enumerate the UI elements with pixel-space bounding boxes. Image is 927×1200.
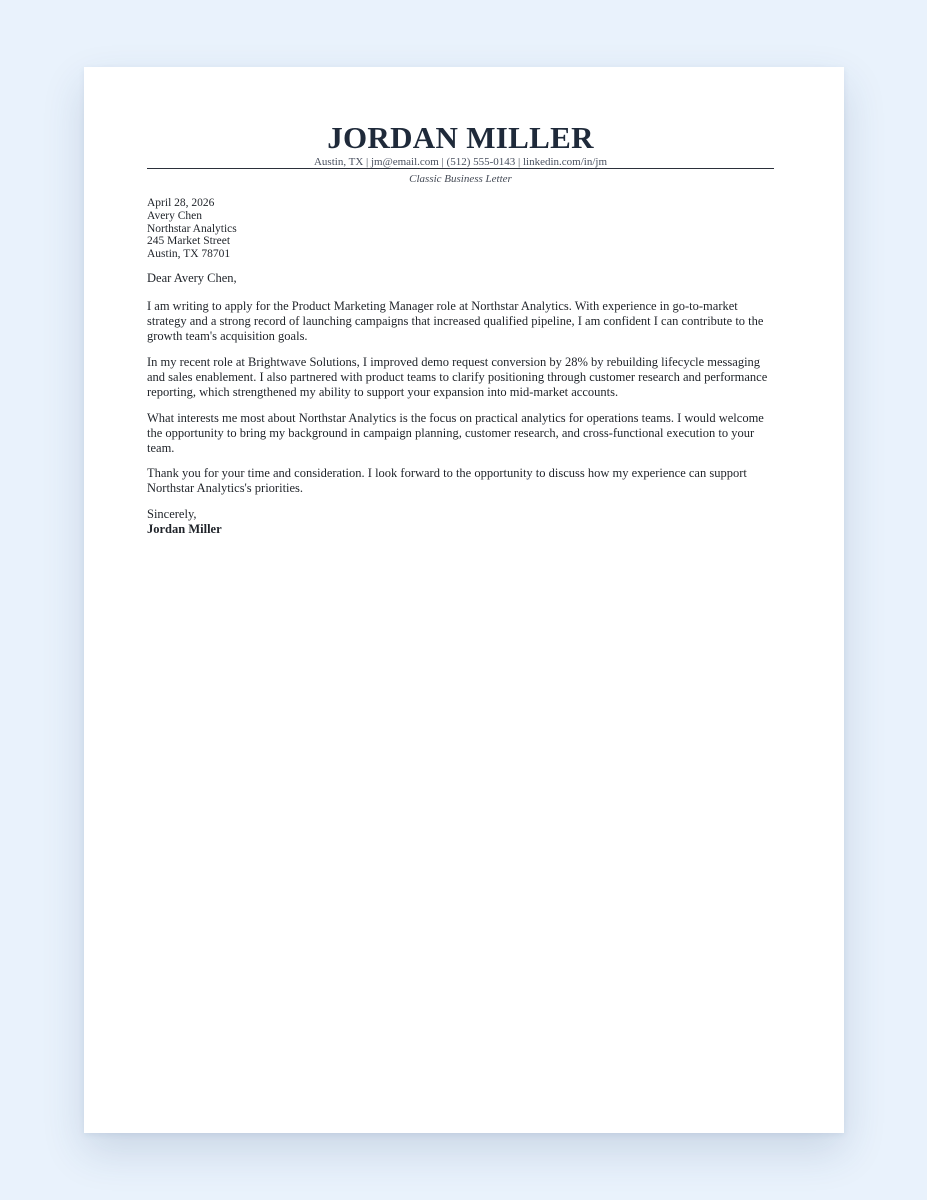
letter-date: April 28, 2026 bbox=[147, 197, 215, 209]
body-paragraph: Thank you for your time and consideration. I look forward to the opportunity to discuss how my experience can support Northstar Analytics's priorities. bbox=[147, 466, 747, 495]
letter-style-subtitle: Classic Business Letter bbox=[409, 173, 512, 185]
sender-name-heading: JORDAN MILLER bbox=[327, 120, 594, 155]
sender-contact-line: Austin, TX | jm@email.com | (512) 555-0143 | linkedin.com/in/jm bbox=[313, 156, 608, 168]
date-and-recipient-block bbox=[147, 197, 774, 261]
recipient-company: Northstar Analytics bbox=[147, 222, 237, 235]
recipient-name: Avery Chen bbox=[147, 209, 203, 222]
letter-page bbox=[84, 67, 844, 1133]
salutation: Dear Avery Chen, bbox=[147, 271, 237, 285]
header-divider bbox=[147, 168, 774, 169]
body-paragraph: I am writing to apply for the Product Marketing Manager role at Northstar Analytics. With experience in go-to-market strategy and a strong record of launching campaigns that increased qualified pipeline, I am confident I can contribute to the growth team's acquisition goals. bbox=[147, 299, 764, 343]
signature-name: Jordan Miller bbox=[147, 522, 222, 536]
body-paragraph: In my recent role at Brightwave Solutions, I improved demo request conversion by 28% by rebuilding lifecycle messaging and sales enablement. I also partnered with product teams to clarify positioning through customer research and performance reporting, which strengthened my ability to support your expansion into mid-market accounts. bbox=[147, 355, 768, 399]
body-paragraph: What interests me most about Northstar Analytics is the focus on practical analytics for operations teams. I would welcome the opportunity to bring my background in campaign planning, customer research, and cross-functional execution to your team. bbox=[147, 411, 764, 455]
recipient-street: 245 Market Street bbox=[147, 235, 231, 248]
closing-line: Sincerely, bbox=[147, 507, 197, 521]
recipient-city: Austin, TX 78701 bbox=[147, 248, 231, 261]
